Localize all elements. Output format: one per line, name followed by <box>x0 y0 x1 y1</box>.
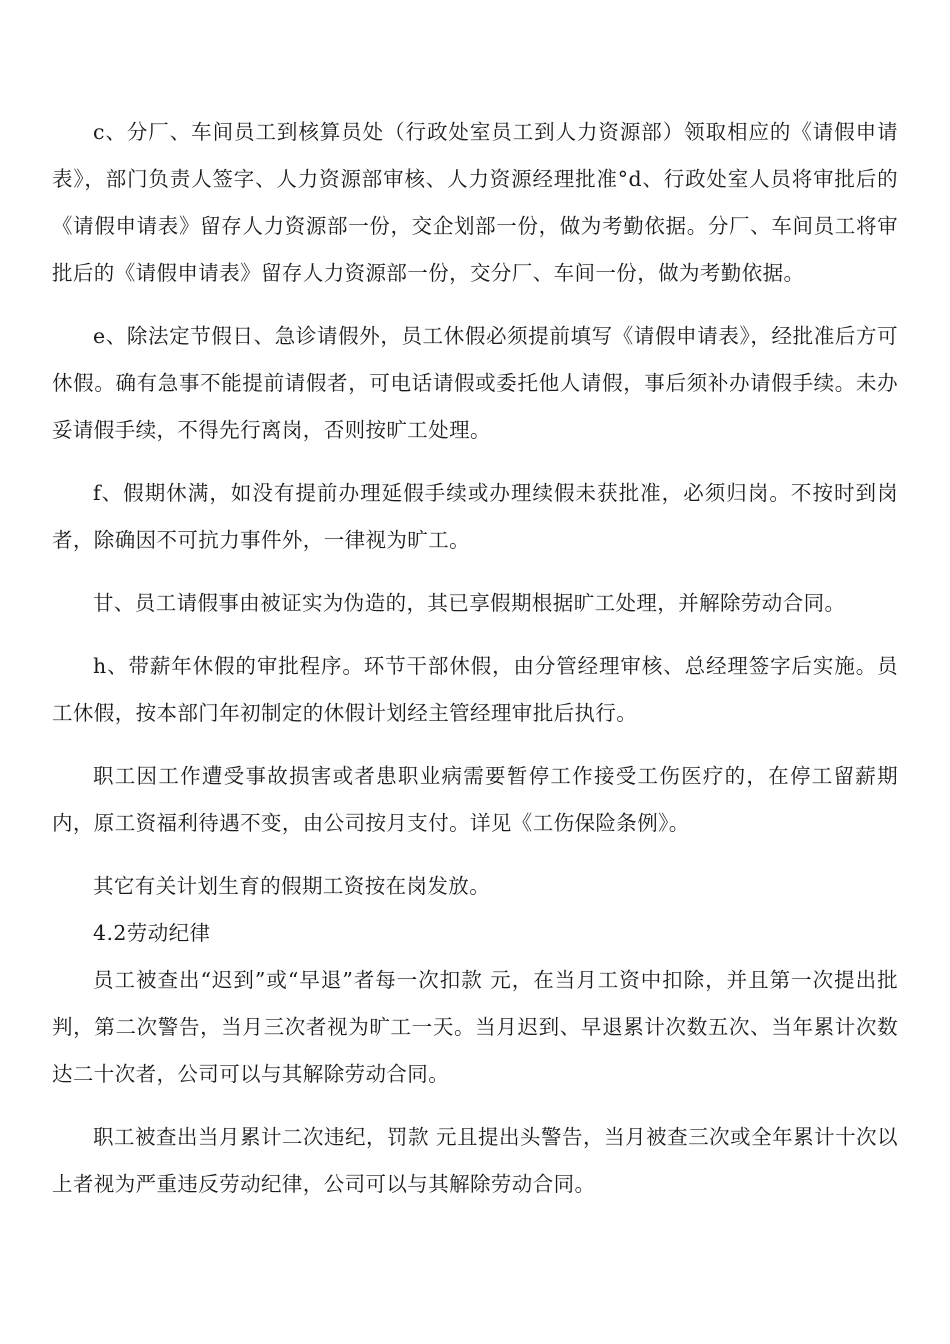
paragraph-advance-leave-request: e、除法定节假日、急诊请假外，员工休假必须提前填写《请假申请表》，经批准后方可休假。确有急事不能提前请假者，可电话请假或委托他人请假，事后须补办请假手续。未办妥请假手续，不得先行离岗，否则按旷工处理。 <box>52 324 898 442</box>
document-page <box>52 109 898 1224</box>
paragraph-discipline-violation: 职工被查出当月累计二次违纪，罚款 元且提出头警告，当月被查三次或全年累计十次以上者视为严重违反劳动纪律，公司可以与其解除劳动合同。 <box>52 1125 898 1196</box>
paragraph-late-early-leave: 员工被查出“迟到”或“早退”者每一次扣款 元，在当月工资中扣除，并且第一次提出批判，第二次警告，当月三次者视为旷工一天。当月迟到、早退累计次数五次、当年累计次数达二十次者，公司可以与其解除劳动合同。 <box>52 968 898 1086</box>
paragraph-leave-expiry: f、假期休满，如没有提前办理延假手续或办理续假未获批准，必须归岗。不按时到岗者，除确因不可抗力事件外，一律视为旷工。 <box>52 481 898 552</box>
paragraph-annual-leave-approval: h、带薪年休假的审批程序。环节干部休假，由分管经理审核、总经理签字后实施。员工休假，按本部门年初制定的休假计划经主管经理审批后执行。 <box>52 654 898 725</box>
paragraph-leave-application-procedure: c、分厂、车间员工到核算员处（行政处室员工到人力资源部）领取相应的《请假申请表》，部门负责人签字、人力资源部审核、人力资源经理批准°d、行政处室人员将审批后的《请假申请表》留存人力资源部一份，交企划部一份，做为考勤依据。分厂、车间员工将审批后的《请假申请表》留存人力资源部一份，交分厂、车间一份，做为考勤依据。 <box>52 120 898 285</box>
section-heading-labor-discipline: 4.2劳动纪律 <box>93 921 211 945</box>
paragraph-work-injury: 职工因工作遭受事故损害或者患职业病需要暂停工作接受工伤医疗的，在停工留薪期内，原工资福利待遇不变，由公司按月支付。详见《工伤保险条例》。 <box>52 764 898 835</box>
paragraph-forged-leave: 甘、员工请假事由被证实为伪造的，其已享假期根据旷工处理，并解除劳动合同。 <box>93 591 846 615</box>
paragraph-family-planning-leave: 其它有关计划生育的假期工资按在岗发放。 <box>93 874 491 898</box>
